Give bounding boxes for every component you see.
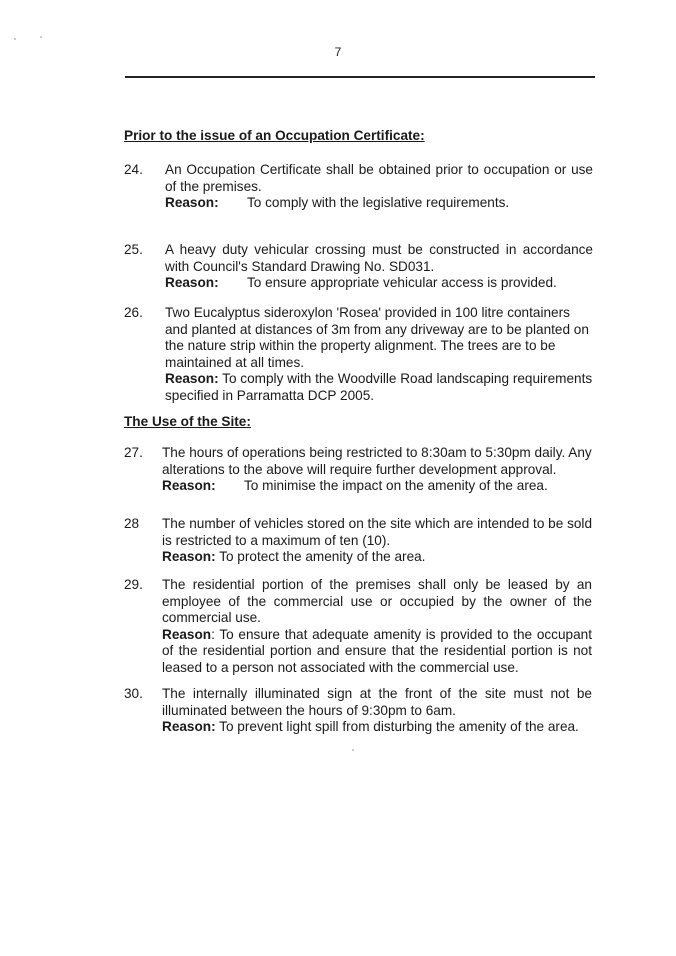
condition-reason: Reason: To comply with the legislative requirements. (165, 195, 510, 210)
condition-text: The residential portion of the premises shall only be leased by an employee of the commercial use or occupied by the owner of the commercial use. (162, 577, 592, 625)
condition-item (165, 162, 593, 212)
condition-number: 24. (124, 162, 143, 177)
condition-item (162, 577, 592, 676)
condition-number: 25. (124, 242, 143, 257)
condition-item (165, 305, 593, 404)
condition-item (165, 242, 593, 292)
condition-number: 27. (124, 445, 143, 460)
condition-reason: Reason: To prevent light spill from disturbing the amenity of the area. (162, 719, 579, 734)
scan-speck (14, 38, 16, 40)
condition-number: 29. (124, 577, 143, 592)
condition-item (162, 445, 592, 495)
condition-number: 28 (124, 516, 140, 531)
condition-item (162, 516, 592, 566)
section-heading: Prior to the issue of an Occupation Certificate: (124, 128, 425, 143)
condition-text: The internally illuminated sign at the front of the site must not be illuminated between the hours of 9:30pm to 6am. (162, 686, 592, 718)
condition-text: A heavy duty vehicular crossing must be constructed in accordance with Council's Standard Drawing No. SD031. (165, 242, 593, 274)
condition-text: The hours of operations being restricted to 8:30am to 5:30pm daily. Any alterations to the above will require further development approval. (162, 445, 592, 477)
condition-item (162, 686, 592, 736)
header-rule (125, 76, 595, 78)
condition-reason: Reason: To protect the amenity of the area. (162, 549, 426, 564)
condition-text: An Occupation Certificate shall be obtained prior to occupation or use of the premises. (165, 162, 593, 194)
condition-reason: Reason: To minimise the impact on the amenity of the area. (162, 478, 548, 493)
condition-reason: Reason: To comply with the Woodville Road landscaping requirements specified in Parramatta DCP 2005. (165, 371, 593, 403)
page-number: 7 (334, 45, 342, 59)
section-heading: The Use of the Site: (124, 414, 251, 429)
condition-number: 26. (124, 305, 143, 320)
condition-text: The number of vehicles stored on the site which are intended to be sold is restricted to a maximum of ten (10). (162, 516, 592, 548)
scan-speck (352, 749, 354, 751)
condition-reason: Reason: To ensure appropriate vehicular access is provided. (165, 275, 557, 290)
condition-text: Two Eucalyptus sideroxylon 'Rosea' provided in 100 litre containers and planted at distances of 3m from any driveway are to be planted on the nature strip within the property alignment. The trees are to be maintained at all times. (165, 305, 589, 370)
scan-speck (40, 36, 42, 38)
condition-reason: Reason: To ensure that adequate amenity is provided to the occupant of the residential portion and ensure that the residential portion is not leased to a person not associated with the commercial use. (162, 626, 592, 675)
condition-number: 30. (124, 686, 143, 701)
